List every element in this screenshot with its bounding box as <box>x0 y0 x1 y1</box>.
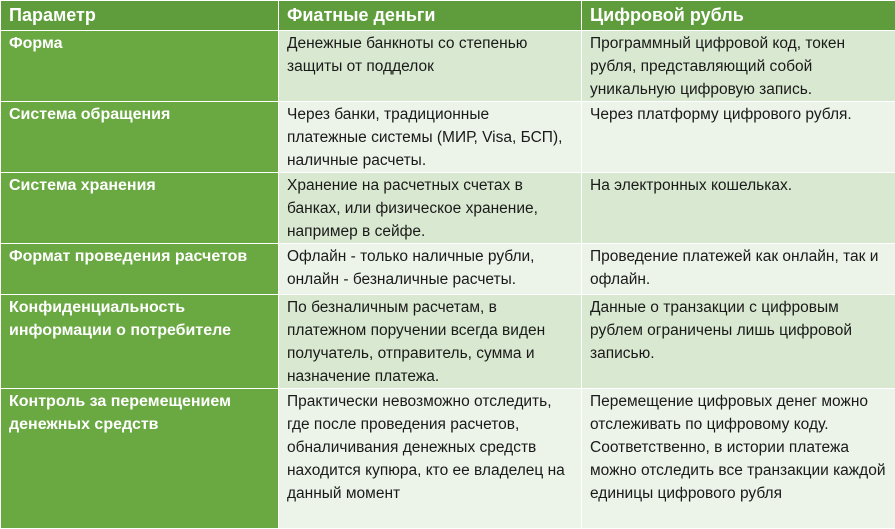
table-row <box>1 295 895 389</box>
row-digital-cell: Данные о транзакции с цифровым рублем ограничены лишь цифровой записью. <box>582 295 895 389</box>
table-row <box>1 389 895 529</box>
header-row <box>1 1 895 31</box>
header-parameter: Параметр <box>1 1 279 31</box>
row-parameter: Контроль за перемещением денежных средств <box>1 389 279 529</box>
row-fiat-cell: По безналичным расчетам, в платежном поручении всегда виден получатель, отправитель, сумма и назначение платежа. <box>279 295 582 389</box>
row-fiat-cell: Практически невозможно отследить, где после проведения расчетов, обналичивания денежных средств находится купюра, кто ее владелец на данный момент <box>279 389 582 529</box>
row-digital-cell: Программный цифровой код, токен рубля, представляющий собой уникальную цифровую запись. <box>582 31 895 102</box>
table-row <box>1 102 895 173</box>
row-parameter: Конфиденциальность информации о потребителе <box>1 295 279 389</box>
row-fiat-cell: Офлайн - только наличные рубли, онлайн - безналичные расчеты. <box>279 244 582 295</box>
row-digital-cell: Проведение платежей как онлайн, так и офлайн. <box>582 244 895 295</box>
row-digital-cell: Перемещение цифровых денег можно отслеживать по цифровому коду. Соответственно, в истории платежа можно отследить все транзакции каждой единицы цифрового рубля <box>582 389 895 529</box>
header-fiat-money: Фиатные деньги <box>279 1 582 31</box>
row-fiat-cell: Через банки, традиционные платежные системы (МИР, Visa, БСП), наличные расчеты. <box>279 102 582 173</box>
table-row <box>1 31 895 102</box>
row-parameter: Система обращения <box>1 102 279 173</box>
row-fiat-cell: Хранение на расчетных счетах в банках, или физическое хранение, например в сейфе. <box>279 173 582 244</box>
row-digital-cell: На электронных кошельках. <box>582 173 895 244</box>
header-digital-ruble: Цифровой рубль <box>582 1 895 31</box>
row-parameter: Форма <box>1 31 279 102</box>
row-digital-cell: Через платформу цифрового рубля. <box>582 102 895 173</box>
row-fiat-cell: Денежные банкноты со степенью защиты от подделок <box>279 31 582 102</box>
row-parameter: Система хранения <box>1 173 279 244</box>
table-row <box>1 244 895 295</box>
row-parameter: Формат проведения расчетов <box>1 244 279 295</box>
table-row <box>1 173 895 244</box>
